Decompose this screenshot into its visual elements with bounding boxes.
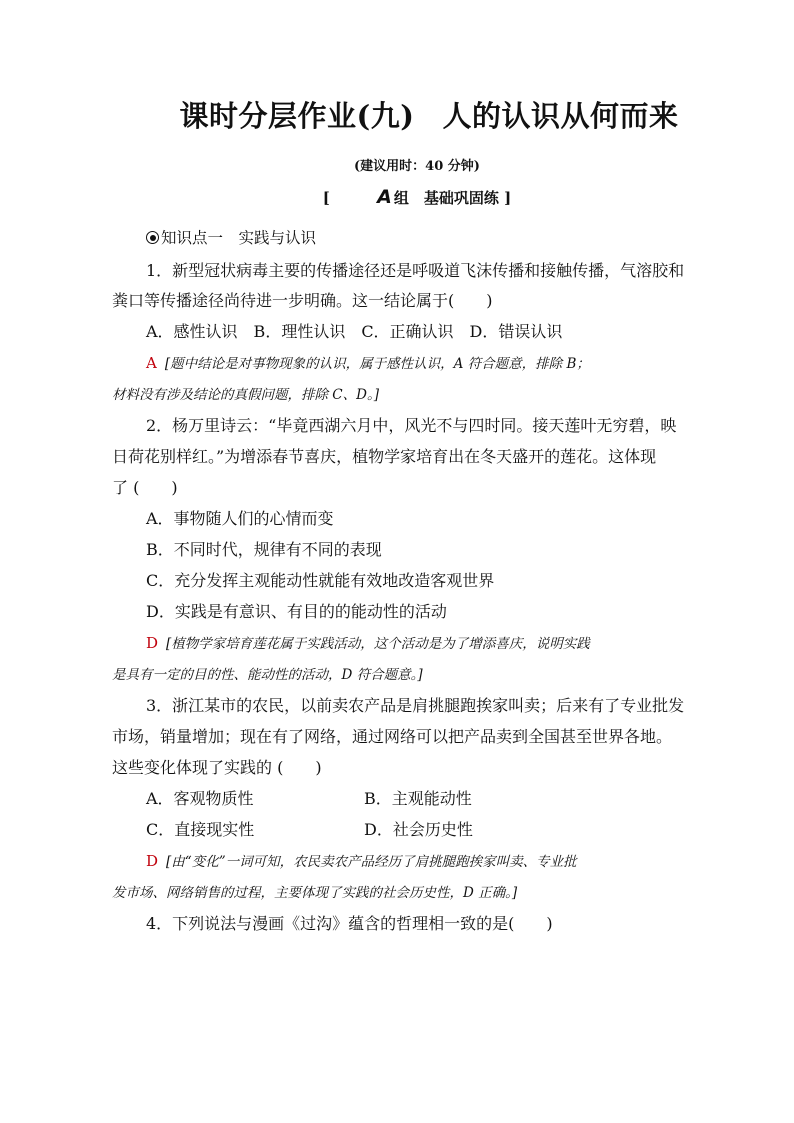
q2-answer-key: D — [146, 634, 159, 652]
q3-option-d: D．社会历史性 — [364, 820, 473, 839]
q3-option-b: B．主观能动性 — [364, 789, 472, 808]
page-title — [0, 94, 794, 135]
q1-answer-key: A — [146, 354, 157, 372]
q2-analysis-line-2: 是具有一定的目的性、能动性的活动，D 符合题意。] — [112, 667, 423, 683]
q3-answer-key: D — [146, 852, 159, 870]
knowledge-point-heading — [146, 226, 316, 248]
q2-option-d: D．实践是有意识、有目的的能动性的活动 — [146, 602, 447, 621]
q2-analysis-text-1: [植物学家培育莲花属于实践活动，这个活动是为了增添喜庆，说明实践 — [166, 636, 590, 652]
q3-stem-line-1: 3．浙江某市的农民，以前卖农产品是肩挑腿跑挨家叫卖；后来有了专业批发 — [146, 696, 685, 715]
q3-analysis-text-1: [由“变化”一词可知，农民卖农产品经历了肩挑腿跑挨家叫卖、专业批 — [166, 854, 577, 870]
q2-option-a: A．事物随人们的心情而变 — [146, 509, 334, 528]
group-heading — [0, 186, 794, 208]
q2-stem-line-3: 了 ( ) — [112, 478, 178, 497]
q2-option-b: B．不同时代，规律有不同的表现 — [146, 540, 382, 559]
q2-option-c: C．充分发挥主观能动性就能有效地改造客观世界 — [146, 571, 495, 590]
q1-analysis-text-1: [题中结论是对事物现象的认识，属于感性认识，A 符合题意，排除 B； — [164, 356, 590, 372]
q3-stem-line-2: 市场，销量增加；现在有了网络，通过网络可以把产品卖到全国甚至世界各地。 — [112, 727, 673, 746]
q3-analysis-line-2: 发市场、网络销售的过程，主要体现了实践的社会历史性，D 正确。] — [112, 885, 518, 901]
q2-analysis-line-1 — [146, 632, 590, 652]
title-main: 课时分层作业(九) — [179, 99, 415, 133]
q2-stem-line-1: 2．杨万里诗云：“毕竟西湖六月中，风光不与四时同。接天莲叶无穷碧，映 — [146, 416, 677, 435]
q1-analysis-line-1 — [146, 352, 590, 372]
group-bracket-close: ] — [504, 189, 512, 207]
q4-stem-line-1: 4．下列说法与漫画《过沟》蕴含的哲理相一致的是( ) — [146, 914, 553, 933]
target-circle-icon — [146, 231, 159, 244]
q1-stem-line-2: 粪口等传播途径尚待进一步明确。这一结论属于( ) — [112, 291, 493, 310]
group-bracket-open: [ — [322, 189, 330, 207]
q3-option-a: A．客观物质性 — [146, 789, 254, 808]
q1-stem-line-1: 1．新型冠状病毒主要的传播途径还是呼吸道飞沫传播和接触传播，气溶胶和 — [146, 261, 685, 280]
group-letter: A — [377, 186, 392, 208]
knowledge-point-label: 知识点一 实践与认识 — [161, 229, 317, 247]
q1-analysis-line-2: 材料没有涉及结论的真假问题，排除 C、D。] — [112, 387, 379, 403]
title-topic: 人的认识从何而来 — [442, 99, 679, 133]
q1-options: A．感性认识 B．理性认识 C．正确认识 D．错误认识 — [146, 322, 563, 341]
q3-option-c: C．直接现实性 — [146, 820, 255, 839]
q2-stem-line-2: 日荷花别样红。”为增添春节喜庆，植物学家培育出在冬天盛开的莲花。这体现 — [112, 447, 657, 466]
group-label: 组 基础巩固练 — [393, 189, 499, 207]
q3-analysis-line-1 — [146, 850, 577, 870]
time-note: (建议用时：40 分钟) — [354, 159, 480, 174]
q3-stem-line-3: 这些变化体现了实践的 ( ) — [112, 758, 322, 777]
